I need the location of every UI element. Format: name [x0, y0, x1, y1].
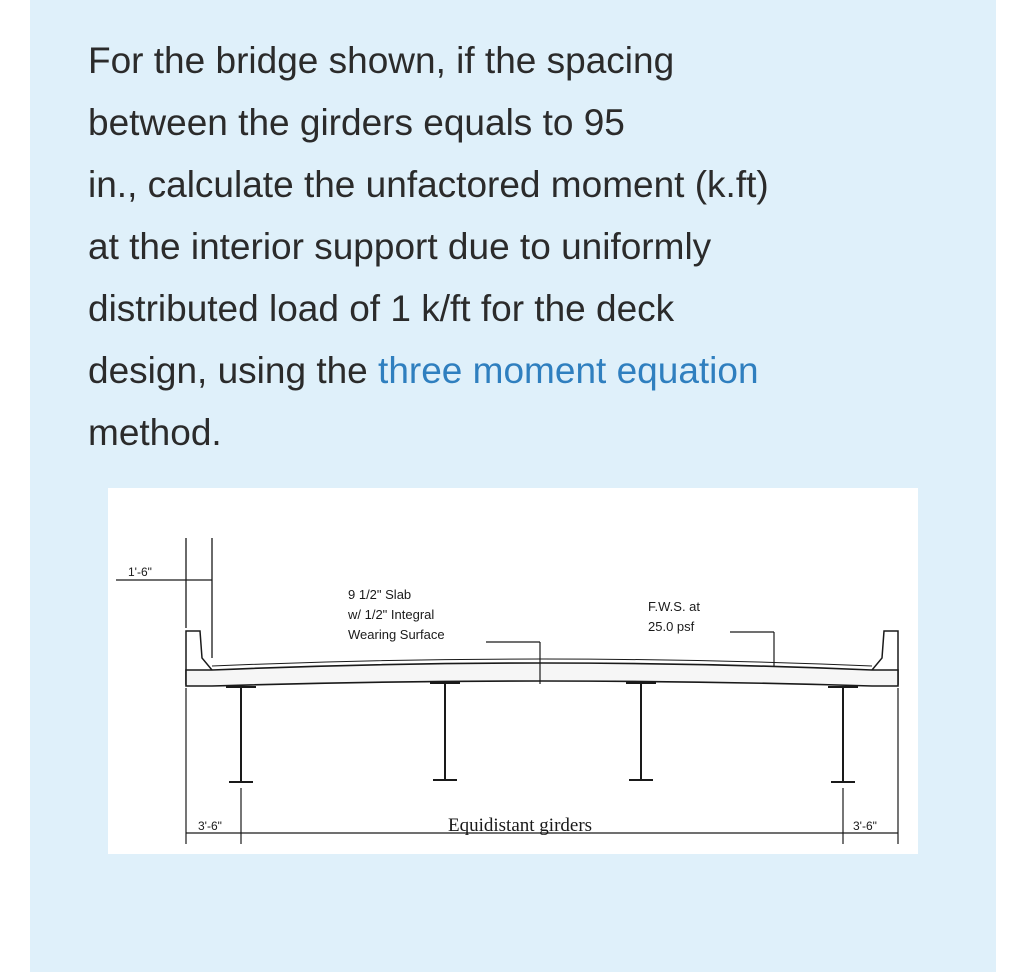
question-line-6: design, using the [88, 350, 379, 391]
equidistant-girders-label: Equidistant girders [448, 815, 593, 836]
girder-3 [626, 683, 656, 780]
deck-slab [186, 663, 898, 686]
fws-label-line-2: 25.0 psf [648, 619, 695, 634]
slab-label-line-1: 9 1/2" Slab [348, 587, 412, 602]
question-line-3: in., calculate the unfactored moment (k.ft) [88, 164, 769, 205]
question-line-5: distributed load of 1 k/ft for the deck [88, 288, 675, 329]
girder-2 [430, 683, 460, 780]
question-line-2: between the girders equals to 95 [88, 102, 625, 143]
fws-leader [730, 632, 774, 666]
question-line-4: at the interior support due to uniformly [88, 226, 712, 267]
bridge-cross-section-drawing [108, 488, 918, 854]
slab-label-line-2: w/ 1/2" Integral [348, 607, 435, 622]
bridge-cross-section-figure [108, 488, 918, 854]
question-line-1: For the bridge shown, if the spacing [88, 40, 675, 81]
slab-label-line-3: Wearing Surface [348, 627, 445, 642]
question-line-7: method. [88, 412, 222, 453]
dim-bottom-right-label: 3'-6" [853, 819, 877, 833]
fws-label-line-1: F.W.S. at [648, 599, 701, 614]
girder-4 [828, 687, 858, 782]
dim-top-left-label: 1'-6" [128, 565, 152, 579]
three-moment-equation-link[interactable]: three moment equation [378, 350, 759, 391]
question-text [88, 30, 908, 464]
dim-bottom-left-label: 3'-6" [198, 819, 222, 833]
girder-1 [226, 687, 256, 782]
